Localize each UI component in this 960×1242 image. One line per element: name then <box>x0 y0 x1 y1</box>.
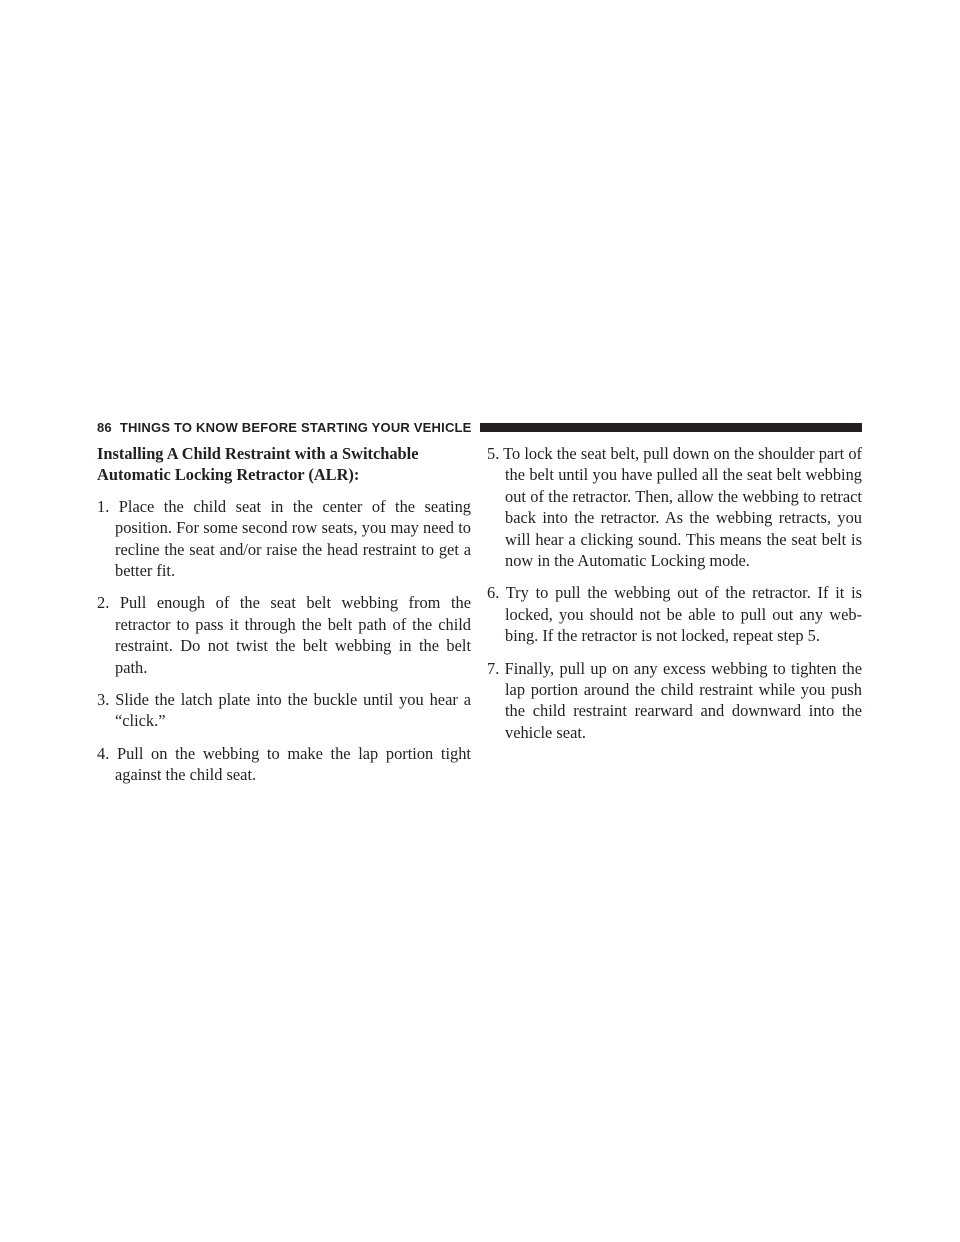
step-number: 4. <box>97 743 110 763</box>
step-item <box>487 658 862 744</box>
step-item <box>97 496 471 582</box>
step-number: 5. <box>487 444 500 463</box>
page-number: 86 <box>97 419 112 435</box>
left-column <box>97 443 471 797</box>
step-item <box>97 743 471 786</box>
steps-list-left <box>97 496 471 786</box>
step-number: 3. <box>97 690 110 710</box>
step-item <box>487 443 862 571</box>
step-item <box>97 689 471 732</box>
chapter-title: THINGS TO KNOW BEFORE STARTING YOUR VEHICLE <box>119 419 472 435</box>
step-number: 7. <box>487 658 500 678</box>
page-header <box>97 418 862 436</box>
step-number: 2. <box>97 593 110 613</box>
section-heading: Installing A Child Restraint with a Switchable Automatic Locking Retractor (ALR): <box>97 444 419 485</box>
step-item <box>487 582 862 646</box>
step-text: Place the child seat in the center of the seating position. For some second row seats, you may need to recline the seat and/or raise the head restraint to get a better fit. <box>115 496 471 581</box>
step-text: To lock the seat belt, pull down on the shoulder part of the belt until you have pulled all the seat belt webbing out of the retractor. Then, allow the webbing to retract back into the retractor. As the webbing retracts, you will hear a clicking sound. This means the seat belt is now in the Automatic Locking mode. <box>503 444 862 571</box>
step-text: Pull on the webbing to make the lap portion tight against the child seat. <box>115 743 471 785</box>
header-rule <box>480 423 862 432</box>
step-text: Finally, pull up on any excess webbing to tighten the lap portion around the child restraint while you push the child restraint rearward and downward into the vehicle seat. <box>504 658 862 742</box>
step-text: Try to pull the webbing out of the retractor. If it is locked, you should not be able to pull out any web-bing. If the retractor is not locked, repeat step 5. <box>505 583 862 646</box>
steps-list-right <box>487 443 862 743</box>
step-number: 6. <box>487 583 500 603</box>
step-text: Pull enough of the seat belt webbing from the retractor to pass it through the belt path of the child restraint. Do not twist the belt webbing in the belt path. <box>115 593 471 677</box>
step-item <box>97 592 471 678</box>
step-number: 1. <box>97 496 110 516</box>
step-text: Slide the latch plate into the buckle until you hear a “click.” <box>115 690 471 731</box>
right-column <box>487 443 862 754</box>
